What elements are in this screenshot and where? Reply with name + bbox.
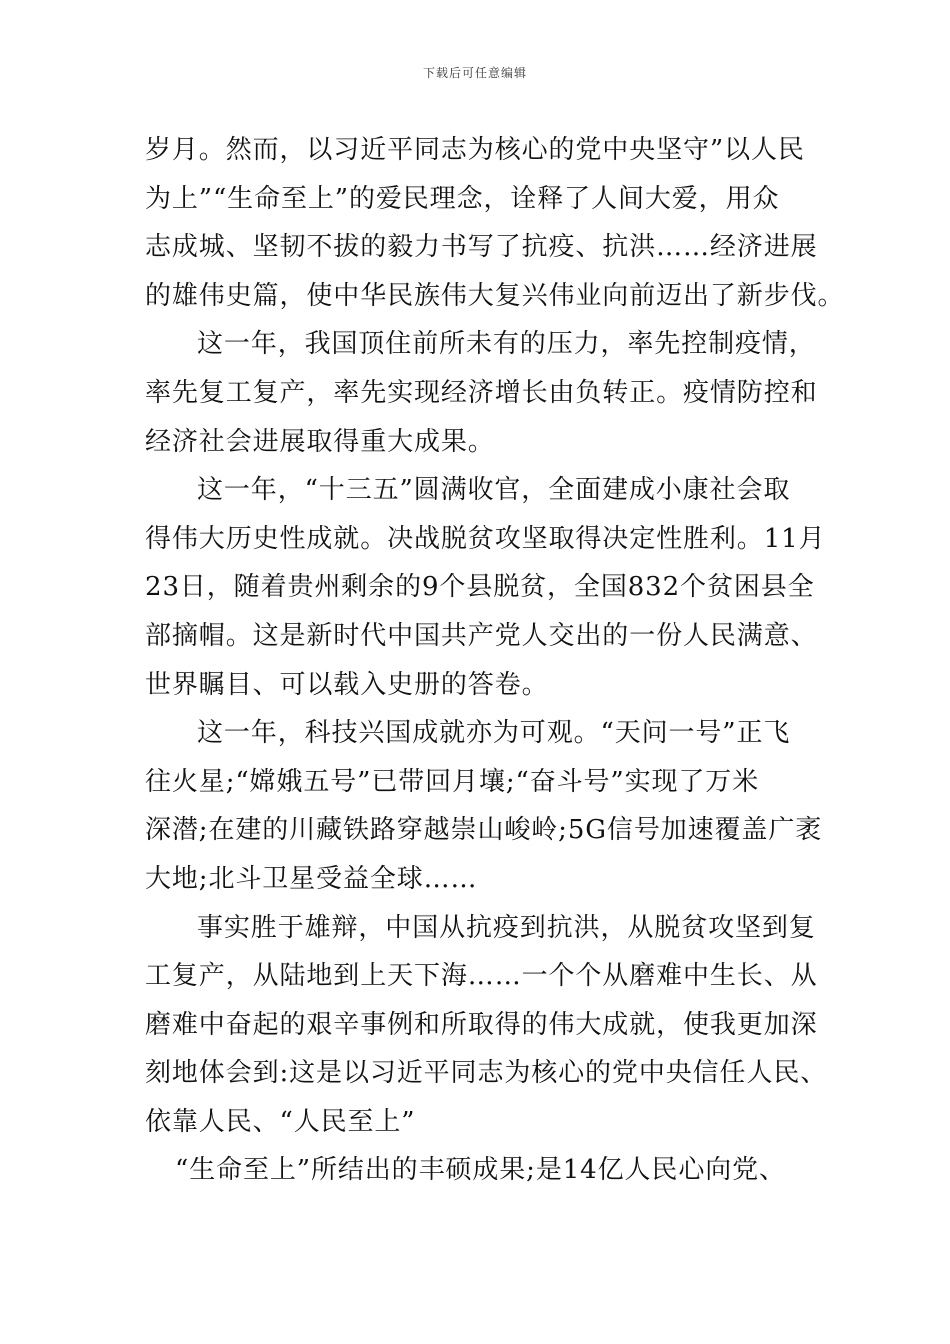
text-line: 世界瞩目、可以载入史册的答卷。 bbox=[145, 669, 549, 700]
paragraph-start-line: “生命至上”所结出的丰硕成果;是14亿人民心向党、 bbox=[175, 1155, 786, 1186]
text-line: 刻地体会到:这是以习近平同志为核心的党中央信任人民、 bbox=[145, 1058, 828, 1089]
text-line: 磨难中奋起的艰辛事例和所取得的伟大成就，使我更加深 bbox=[145, 1009, 818, 1040]
text-line: 深潜;在建的川藏铁路穿越崇山峻岭;5G信号加速覆盖广袤 bbox=[145, 815, 823, 846]
document-body bbox=[145, 126, 845, 1195]
paragraph-start-line: 这一年，“十三五”圆满收官，全面建成小康社会取 bbox=[197, 475, 791, 506]
text-line: 经济社会进展取得重大成果。 bbox=[145, 426, 495, 457]
text-line: 为上”“生命至上”的爱民理念，诠释了人间大爱，用众 bbox=[145, 183, 780, 214]
text-line: 岁月。然而，以习近平同志为核心的党中央坚守”以人民 bbox=[145, 135, 805, 165]
text-line: 依靠人民、“人民至上” bbox=[145, 1106, 416, 1137]
paragraph-start-line: 这一年，科技兴国成就亦为可观。“天问一号”正飞 bbox=[197, 718, 791, 749]
text-line: 往火星;“嫦娥五号”已带回月壤;“奋斗号”实现了万米 bbox=[145, 766, 760, 797]
text-line: 工复产，从陆地到上天下海……一个个从磨难中生长、从 bbox=[145, 961, 818, 992]
text-line: 志成城、坚韧不拔的毅力书写了抗疫、抗洪……经济进展 bbox=[145, 232, 818, 263]
text-line: 率先复工复产，率先实现经济增长由负转正。疫情防控和 bbox=[145, 377, 818, 408]
paragraph-start-line: 这一年，我国顶住前所未有的压力，率先控制疫情， bbox=[197, 329, 816, 360]
paragraph-start-line: 事实胜于雄辩，中国从抗疫到抗洪，从脱贫攻坚到复 bbox=[197, 912, 816, 943]
text-line: 大地;北斗卫星受益全球…… bbox=[145, 863, 478, 894]
page-header: 下载后可任意编辑 bbox=[422, 66, 527, 80]
text-line: 的雄伟史篇，使中华民族伟大复兴伟业向前迈出了新步伐。 bbox=[145, 280, 845, 311]
text-line: 部摘帽。这是新时代中国共产党人交出的一份人民满意、 bbox=[145, 620, 818, 651]
text-line: 23日，随着贵州剩余的9个县脱贫，全国832个贫困县全 bbox=[145, 572, 815, 603]
text-line: 得伟大历史性成就。决战脱贫攻坚取得决定性胜利。11月 bbox=[145, 523, 826, 554]
